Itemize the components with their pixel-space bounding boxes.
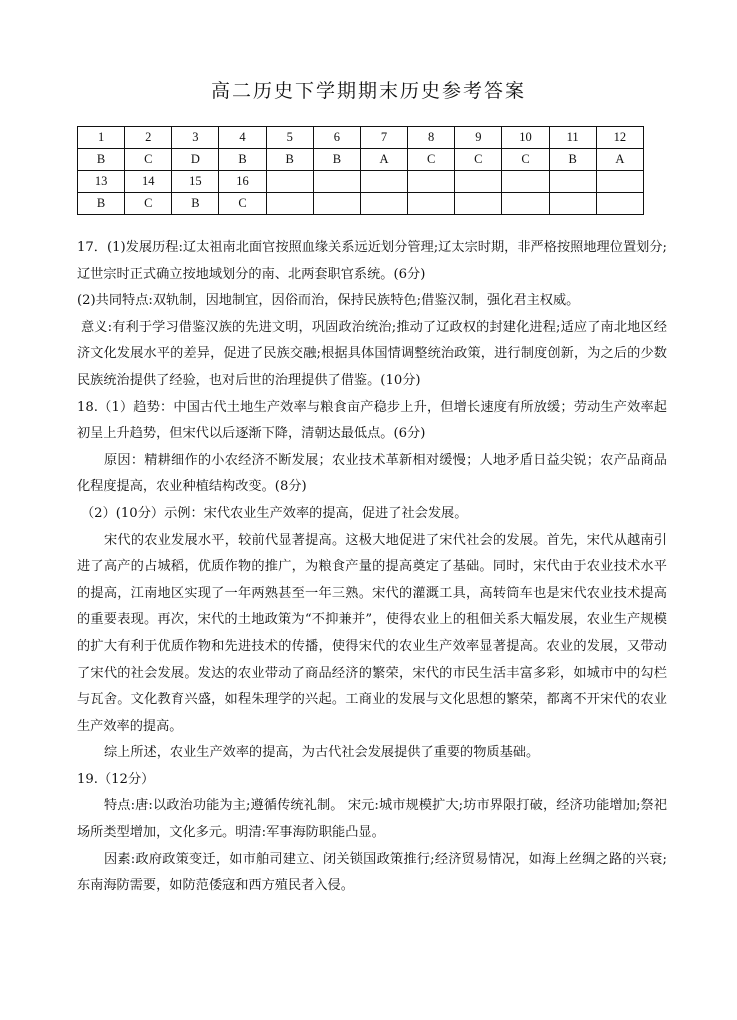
- table-cell: C: [125, 149, 172, 171]
- q18-conclusion: 综上所述，农业生产效率的提高，为古代社会发展提供了重要的物质基础。: [104, 745, 540, 761]
- q17-significance: 意义:有利于学习借鉴汉族的先进文明，巩固政治统治;推动了辽政权的封建化进程;适应了南北地区经济文化发展水平的差异，促进了民族交融;根据具体国情调整统治政策，进行制度创新，为之后的少数民族统治提供了经验，也对后世的治理提供了借鉴。(10分): [77, 319, 667, 388]
- table-cell: A: [360, 149, 407, 171]
- table-cell: [596, 193, 643, 215]
- table-cell: 4: [219, 127, 266, 149]
- table-cell: 8: [408, 127, 455, 149]
- table-row: [78, 193, 644, 215]
- answer-table: [77, 126, 644, 215]
- q18-essay: 宋代的农业发展水平，较前代显著提高。这极大地促进了宋代社会的发展。首先，宋代从越南引进了高产的占城稻，优质作物的推广，为粮食产量的提高奠定了基础。同时，宋代由于农业技术水平的提高，江南地区实现了一年两熟甚至一年三熟。宋代的灌溉工具，高转筒车也是宋代农业技术提高的重要表现。再次，宋代的土地政策为“不抑兼并”，使得农业上的租佃关系大幅发展，农业生产规模的扩大有利于优质作物和先进技术的传播，使得宋代的农业生产效率显著提高。农业的发展，又带动了宋代的社会发展。发达的农业带动了商品经济的繁荣，宋代的市民生活丰富多彩，如城市中的勾栏与瓦舍。文化教育兴盛，如程朱理学的兴起。工商业的发展与文化思想的繁荣，都离不开宋代的农业生产效率的提高。: [77, 532, 667, 734]
- table-cell: C: [455, 149, 502, 171]
- table-cell: C: [502, 149, 549, 171]
- table-cell: 2: [125, 127, 172, 149]
- q17-part2: (2)共同特点:双轨制，因地制宜，因俗而治，保持民族特色;借鉴汉制，强化君主权威。: [77, 293, 580, 309]
- table-cell: B: [549, 149, 596, 171]
- table-cell: 5: [266, 127, 313, 149]
- table-cell: C: [219, 193, 266, 215]
- table-cell: C: [125, 193, 172, 215]
- table-cell: [266, 171, 313, 193]
- page-title: 高二历史下学期期末历史参考答案: [210, 80, 526, 102]
- table-cell: [596, 171, 643, 193]
- table-cell: 1: [78, 127, 125, 149]
- table-row: [78, 127, 644, 149]
- table-cell: B: [266, 149, 313, 171]
- table-cell: [502, 171, 549, 193]
- table-cell: [313, 171, 360, 193]
- q18-part2: （2）(10分）示例：宋代农业生产效率的提高，促进了社会发展。: [81, 505, 468, 521]
- table-cell: [408, 171, 455, 193]
- table-cell: 11: [549, 127, 596, 149]
- table-cell: D: [172, 149, 219, 171]
- table-cell: A: [596, 149, 643, 171]
- q18-reasons: 原因：精耕细作的小农经济不断发展；农业技术革新相对缓慢；人地矛盾日益尖锐；农产品商品化程度提高，农业种植结构改变。(8分): [77, 452, 667, 495]
- table-cell: [408, 193, 455, 215]
- table-cell: 3: [172, 127, 219, 149]
- table-cell: 16: [219, 171, 266, 193]
- table-cell: B: [172, 193, 219, 215]
- q19-features: 特点:唐:以政治功能为主;遵循传统礼制。 宋元:城市规模扩大;坊市界限打破，经济功能增加;祭祀场所类型增加，文化多元。明清:军事海防职能凸显。: [77, 798, 667, 841]
- table-cell: 13: [78, 171, 125, 193]
- table-row: [78, 149, 644, 171]
- table-cell: B: [78, 149, 125, 171]
- table-cell: B: [78, 193, 125, 215]
- table-cell: 15: [172, 171, 219, 193]
- table-cell: 14: [125, 171, 172, 193]
- table-cell: B: [313, 149, 360, 171]
- table-cell: 10: [502, 127, 549, 149]
- table-cell: [313, 193, 360, 215]
- q19-factors: 因素:政府政策变迁，如市舶司建立、闭关锁国政策推行;经济贸易情况，如海上丝绸之路的兴衰;东南海防需要，如防范倭寇和西方殖民者入侵。: [77, 851, 667, 894]
- table-cell: [549, 193, 596, 215]
- table-cell: C: [408, 149, 455, 171]
- table-cell: 7: [360, 127, 407, 149]
- table-cell: [549, 171, 596, 193]
- q18-part1: 18.（1）趋势：中国古代土地生产效率与粮食亩产稳步上升，但增长速度有所放缓；劳动生产效率起初呈上升趋势，但宋代以后逐渐下降，清朝达最低点。(6分): [77, 399, 667, 442]
- answer-text: [77, 235, 667, 900]
- table-cell: [266, 193, 313, 215]
- table-cell: [455, 193, 502, 215]
- table-cell: [360, 171, 407, 193]
- table-cell: [455, 171, 502, 193]
- table-cell: 9: [455, 127, 502, 149]
- q17-part1: 17．(1)发展历程:辽太祖南北面官按照血缘关系远近划分管理;辽太宗时期，非严格按照地理位置划分;辽世宗时正式确立按地域划分的南、北两套职官系统。(6分): [77, 240, 667, 282]
- table-cell: [360, 193, 407, 215]
- table-cell: 12: [596, 127, 643, 149]
- table-cell: B: [219, 149, 266, 171]
- q19-heading: 19.（12分）: [77, 771, 155, 787]
- table-cell: [502, 193, 549, 215]
- table-cell: 6: [313, 127, 360, 149]
- table-row: [78, 171, 644, 193]
